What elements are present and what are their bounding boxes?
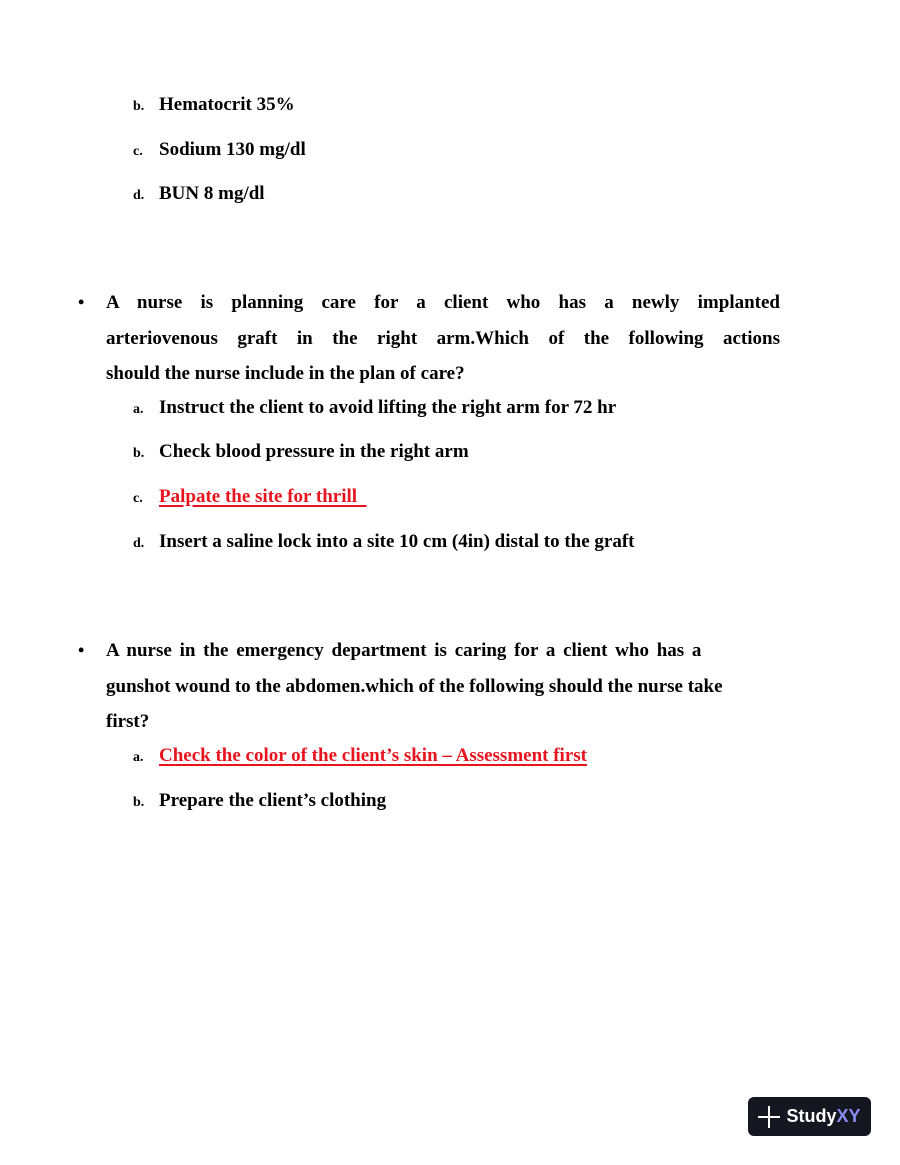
logo-text-study: Study bbox=[786, 1106, 837, 1126]
question-line: arteriovenous graft in the right arm.Which of the following actions bbox=[106, 327, 780, 349]
question-2 bbox=[78, 633, 788, 743]
option-text: Insert a saline lock into a site 10 cm (4in) distal to the graft bbox=[159, 531, 635, 552]
question-line: A nurse is planning care for a client who has a newly implanted bbox=[106, 292, 780, 313]
option-b bbox=[133, 441, 469, 469]
option-c-correct-answer bbox=[133, 486, 367, 514]
option-letter: d. bbox=[133, 536, 145, 551]
option-letter: c. bbox=[133, 491, 143, 506]
option-text: Check the color of the client’s skin – Assessment first bbox=[159, 745, 587, 766]
option-letter: c. bbox=[133, 144, 143, 159]
option-d bbox=[133, 183, 265, 211]
option-text: Prepare the client’s clothing bbox=[159, 790, 387, 811]
option-letter: b. bbox=[133, 446, 145, 461]
option-text: Instruct the client to avoid lifting the right arm for 72 hr bbox=[159, 397, 617, 418]
option-a bbox=[133, 397, 616, 425]
option-letter: a. bbox=[133, 402, 144, 417]
option-text: Check blood pressure in the right arm bbox=[159, 441, 469, 462]
question-line: gunshot wound to the abdomen.which of the following should the nurse take bbox=[106, 675, 723, 697]
plus-icon bbox=[758, 1106, 780, 1128]
question-line: should the nurse include in the plan of care? bbox=[106, 363, 465, 384]
question-line: A nurse in the emergency department is caring for a client who has a bbox=[106, 640, 702, 661]
option-a-correct-answer bbox=[133, 745, 587, 773]
bullet: • bbox=[78, 640, 85, 660]
option-text: BUN 8 mg/dl bbox=[159, 183, 265, 204]
option-letter: a. bbox=[133, 750, 144, 765]
option-letter: d. bbox=[133, 188, 145, 203]
question-line: first? bbox=[106, 711, 150, 732]
option-text: Hematocrit 35% bbox=[159, 94, 295, 115]
option-text: Palpate the site for thrill bbox=[159, 486, 367, 507]
option-text: Sodium 130 mg/dl bbox=[159, 139, 306, 160]
studyxy-logo bbox=[748, 1097, 871, 1136]
option-letter: b. bbox=[133, 795, 145, 810]
question-1 bbox=[78, 285, 788, 395]
option-b bbox=[133, 790, 386, 818]
option-letter: b. bbox=[133, 99, 145, 114]
option-d bbox=[133, 531, 634, 559]
bullet: • bbox=[78, 292, 85, 312]
option-c bbox=[133, 139, 306, 167]
logo-text-xy: XY bbox=[836, 1106, 861, 1126]
option-b bbox=[133, 94, 295, 122]
